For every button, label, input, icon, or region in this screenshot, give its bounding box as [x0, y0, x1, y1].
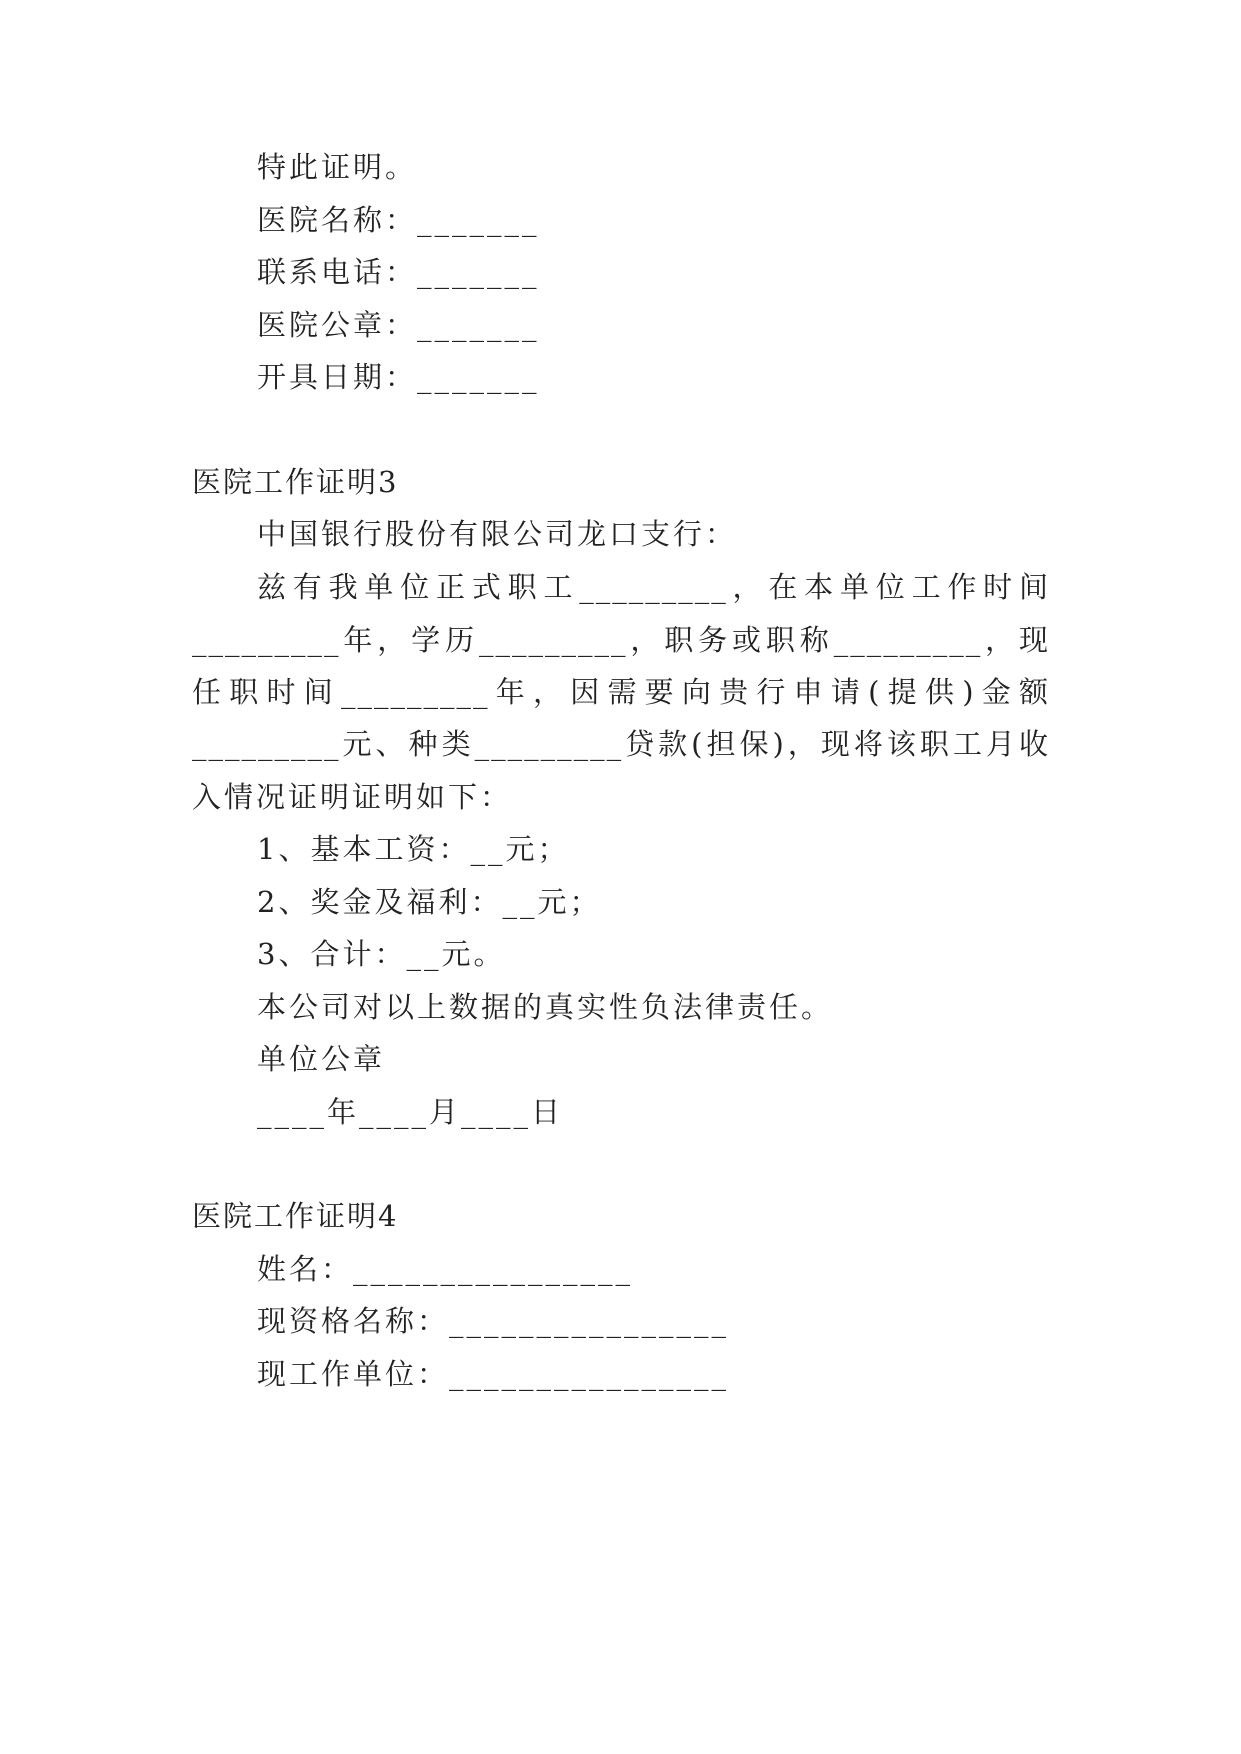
body-line: _________元、种类_________贷款(担保)，现将该职工月收	[192, 727, 1050, 761]
total-item: 3、合计：__元。	[257, 937, 506, 971]
unit-seal: 单位公章	[257, 1042, 386, 1076]
bonus-item: 2、奖金及福利：__元；	[257, 885, 602, 919]
qualification-field: 现资格名称：________________	[257, 1304, 730, 1338]
issue-date-field: 开具日期：_______	[257, 360, 540, 394]
employer-field: 现工作单位：________________	[257, 1357, 730, 1391]
hospital-seal-field: 医院公章：_______	[257, 308, 540, 342]
salary-item: 1、基本工资：__元；	[257, 832, 570, 866]
liability-statement: 本公司对以上数据的真实性负法律责任。	[257, 990, 834, 1024]
body-line: 兹有我单位正式职工_________，在本单位工作时间	[257, 570, 1050, 604]
phone-field: 联系电话：_______	[257, 255, 540, 289]
section-title: 医院工作证明4	[192, 1199, 399, 1233]
hospital-name-field: 医院名称：_______	[257, 203, 540, 237]
addressee: 中国银行股份有限公司龙口支行：	[257, 517, 738, 551]
section-title: 医院工作证明3	[192, 465, 399, 499]
body-line: 任职时间_________年，因需要向贵行申请(提供)金额	[192, 675, 1050, 709]
date-line: ____年____月____日	[257, 1095, 564, 1129]
closing-text: 特此证明。	[257, 150, 418, 184]
body-line: _________年，学历_________，职务或职称_________，现	[192, 623, 1050, 657]
name-field: 姓名：________________	[257, 1252, 634, 1286]
body-line: 入情况证明证明如下：	[192, 780, 513, 814]
